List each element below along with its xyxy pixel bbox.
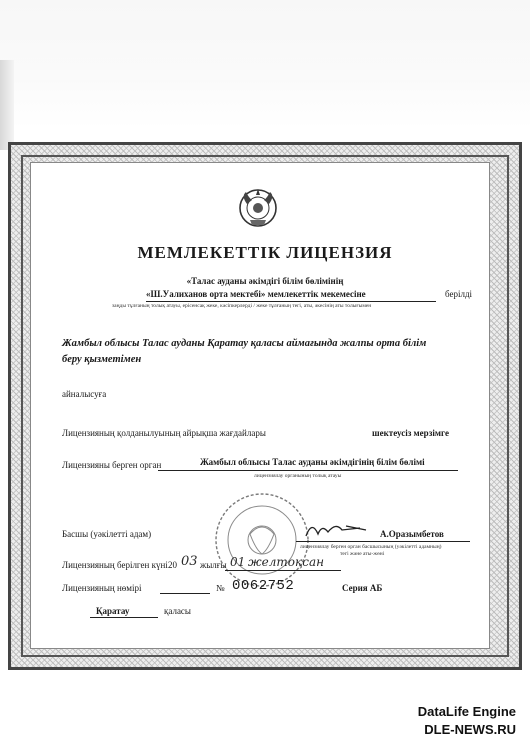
series-label: Серия АБ (342, 583, 383, 593)
issuer-line-2: «Ш.Уалиханов орта мектебі» мемлекеттік мекемесіне (146, 289, 366, 299)
state-emblem-icon (237, 186, 279, 228)
scan-shadow (0, 60, 14, 150)
head-label: Басшы (уәкілетті адам) (62, 529, 152, 539)
engage-label: айналысуға (62, 389, 107, 399)
city-label: қаласы (164, 606, 191, 616)
license-title: МЕМЛЕКЕТТІК ЛИЦЕНЗИЯ (137, 243, 393, 262)
city-value: Қаратау (96, 606, 130, 616)
watermark-line-2: DLE-NEWS.RU (424, 722, 516, 737)
special-conditions-label: Лицензияның қолданылуының айрықша жағдайлары (62, 428, 266, 438)
issuer-line-1: «Талас ауданы әкімдігі білім бөлімінің (186, 276, 344, 286)
official-seal-icon (210, 490, 314, 590)
issuing-body-label: Лицензияны берген орган (62, 460, 162, 470)
date-label: Лицензияның берілген күні (62, 560, 168, 570)
issuer-caption: заңды тұлғаның толық атауы, ерісенсақ жеке, кәсіпкерлерді / жеке тұлғаның тегі, аты, әкесінің аты толығымен (112, 303, 372, 309)
head-underline (296, 541, 470, 542)
signature-icon (302, 516, 372, 542)
date-year: 03 (181, 554, 198, 569)
scan-background-top (0, 0, 530, 128)
watermark-line-1: DataLife Engine (417, 704, 516, 719)
date-century: 20 (168, 560, 177, 570)
head-caption-line-2: тегі және аты-жөні (340, 551, 385, 557)
issued-suffix: берілді (445, 289, 473, 299)
special-conditions-value: шектеусіз мерзімге (372, 428, 450, 438)
date-year-word: жылғы (200, 560, 227, 570)
number-sign: № (216, 583, 225, 593)
issuing-body-caption: лицензиялау органының толық атауы (254, 473, 342, 479)
issuing-body-underline (158, 470, 458, 471)
date-month: желтоқсан (248, 555, 325, 569)
issuer-underline (146, 301, 436, 302)
number-label: Лицензияның нөмірі (62, 583, 142, 593)
issuing-body-value: Жамбыл облысы Талас ауданы әкімдігінің білім бөлімі (200, 457, 425, 467)
scope-line-2: беру қызметімен (62, 354, 142, 365)
date-underline (225, 570, 341, 571)
scope-line-1: Жамбыл облысы Талас ауданы Қаратау қаласы аймағында жалпы орта білім (62, 338, 427, 349)
number-underline (160, 593, 210, 594)
date-day: 01 (230, 555, 246, 569)
city-underline (90, 617, 158, 618)
head-caption-line-1: лицензиялау берген орган басшысының (уәкілетті адамның) (300, 544, 442, 550)
number-value: 0062752 (232, 578, 295, 594)
head-name: А.Оразымбетов (380, 529, 444, 539)
